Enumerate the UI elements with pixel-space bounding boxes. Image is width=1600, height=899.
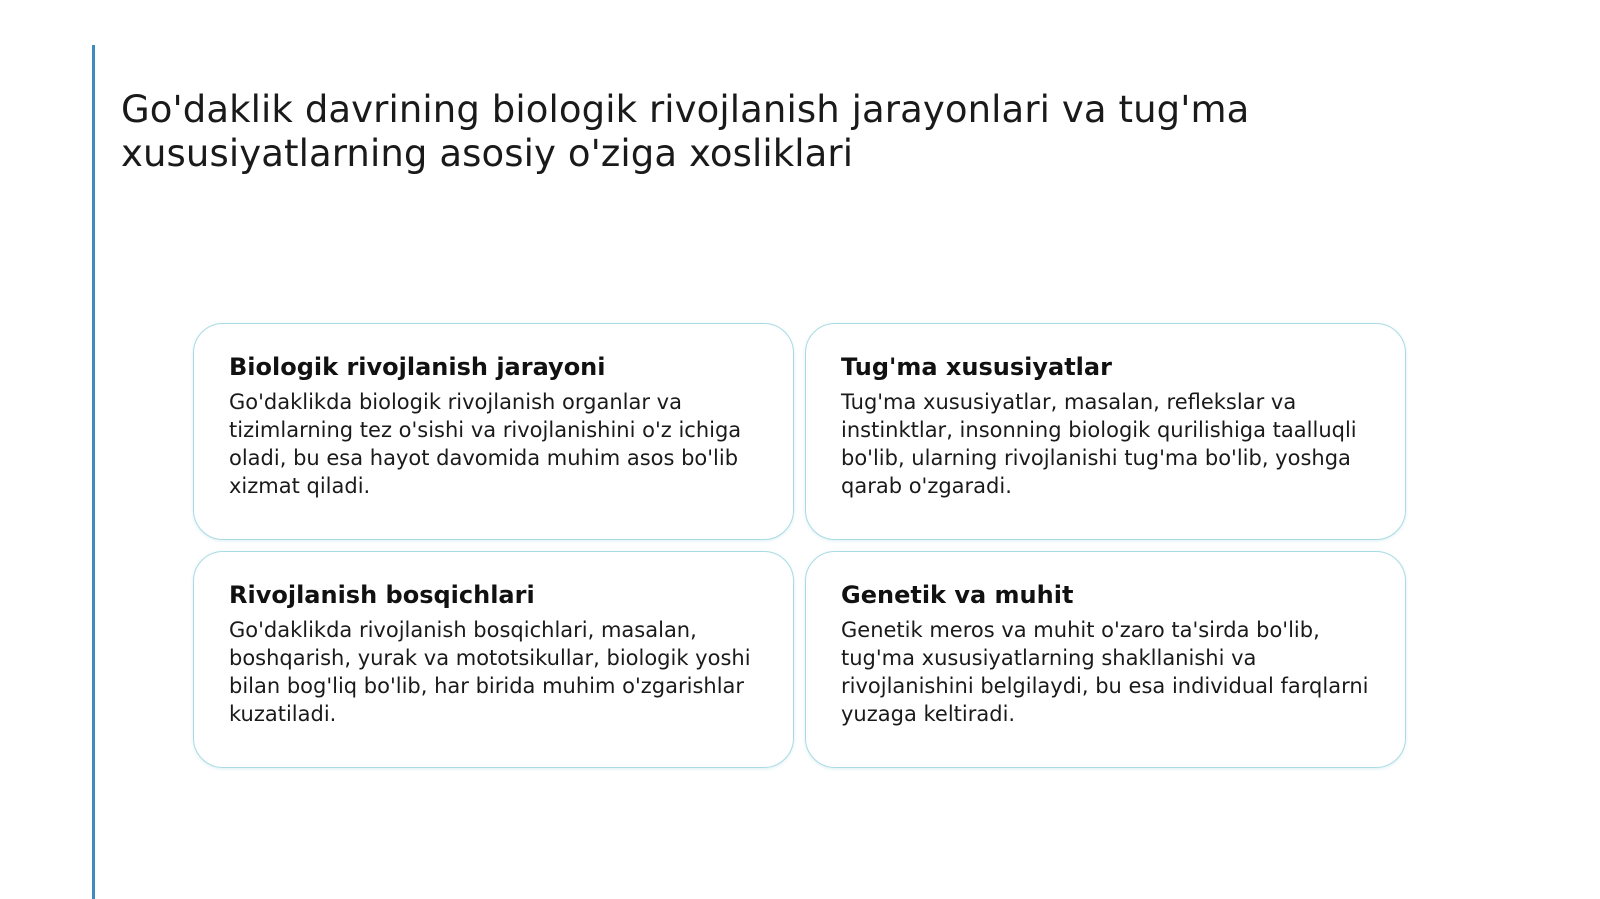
- card-heading: Tug'ma xususiyatlar: [841, 353, 1112, 381]
- card-text: Genetik meros va muhit o'zaro ta'sirda bo'lib, tug'ma xususiyatlarning shakllanishi va rivojlanishini belgilaydi, bu esa individual farqlarni yuzaga keltiradi.: [841, 618, 1369, 726]
- card-text: Go'daklikda biologik rivojlanish organlar va tizimlarning tez o'sishi va rivojlanishini o'z ichiga oladi, bu esa hayot davomida muhim asos bo'lib xizmat qiladi.: [229, 390, 742, 498]
- card-text: Go'daklikda rivojlanish bosqichlari, masalan, boshqarish, yurak va mototsikullar, biologik yoshi bilan bog'liq bo'lib, har birida muhim o'zgarishlar kuzatiladi.: [229, 618, 751, 726]
- slide-title: Go'daklik davrining biologik rivojlanish jarayonlari va tug'ma xususiyatlarning asosiy o'ziga xosliklari: [121, 88, 1250, 175]
- card-heading: Biologik rivojlanish jarayoni: [229, 353, 606, 381]
- card-genetik-muhit: [805, 551, 1406, 768]
- card-tugma-xususiyatlar: [805, 323, 1406, 540]
- accent-bar: [92, 45, 95, 899]
- card-heading: Genetik va muhit: [841, 581, 1074, 609]
- card-text: Tug'ma xususiyatlar, masalan, reflekslar va instinktlar, insonning biologik qurilishiga taalluqli bo'lib, ularning rivojlanishi tug'ma bo'lib, yoshga qarab o'zgaradi.: [841, 390, 1357, 498]
- card-rivojlanish-bosqichlari: [193, 551, 794, 768]
- card-heading: Rivojlanish bosqichlari: [229, 581, 535, 609]
- card-biologik-rivojlanish: [193, 323, 794, 540]
